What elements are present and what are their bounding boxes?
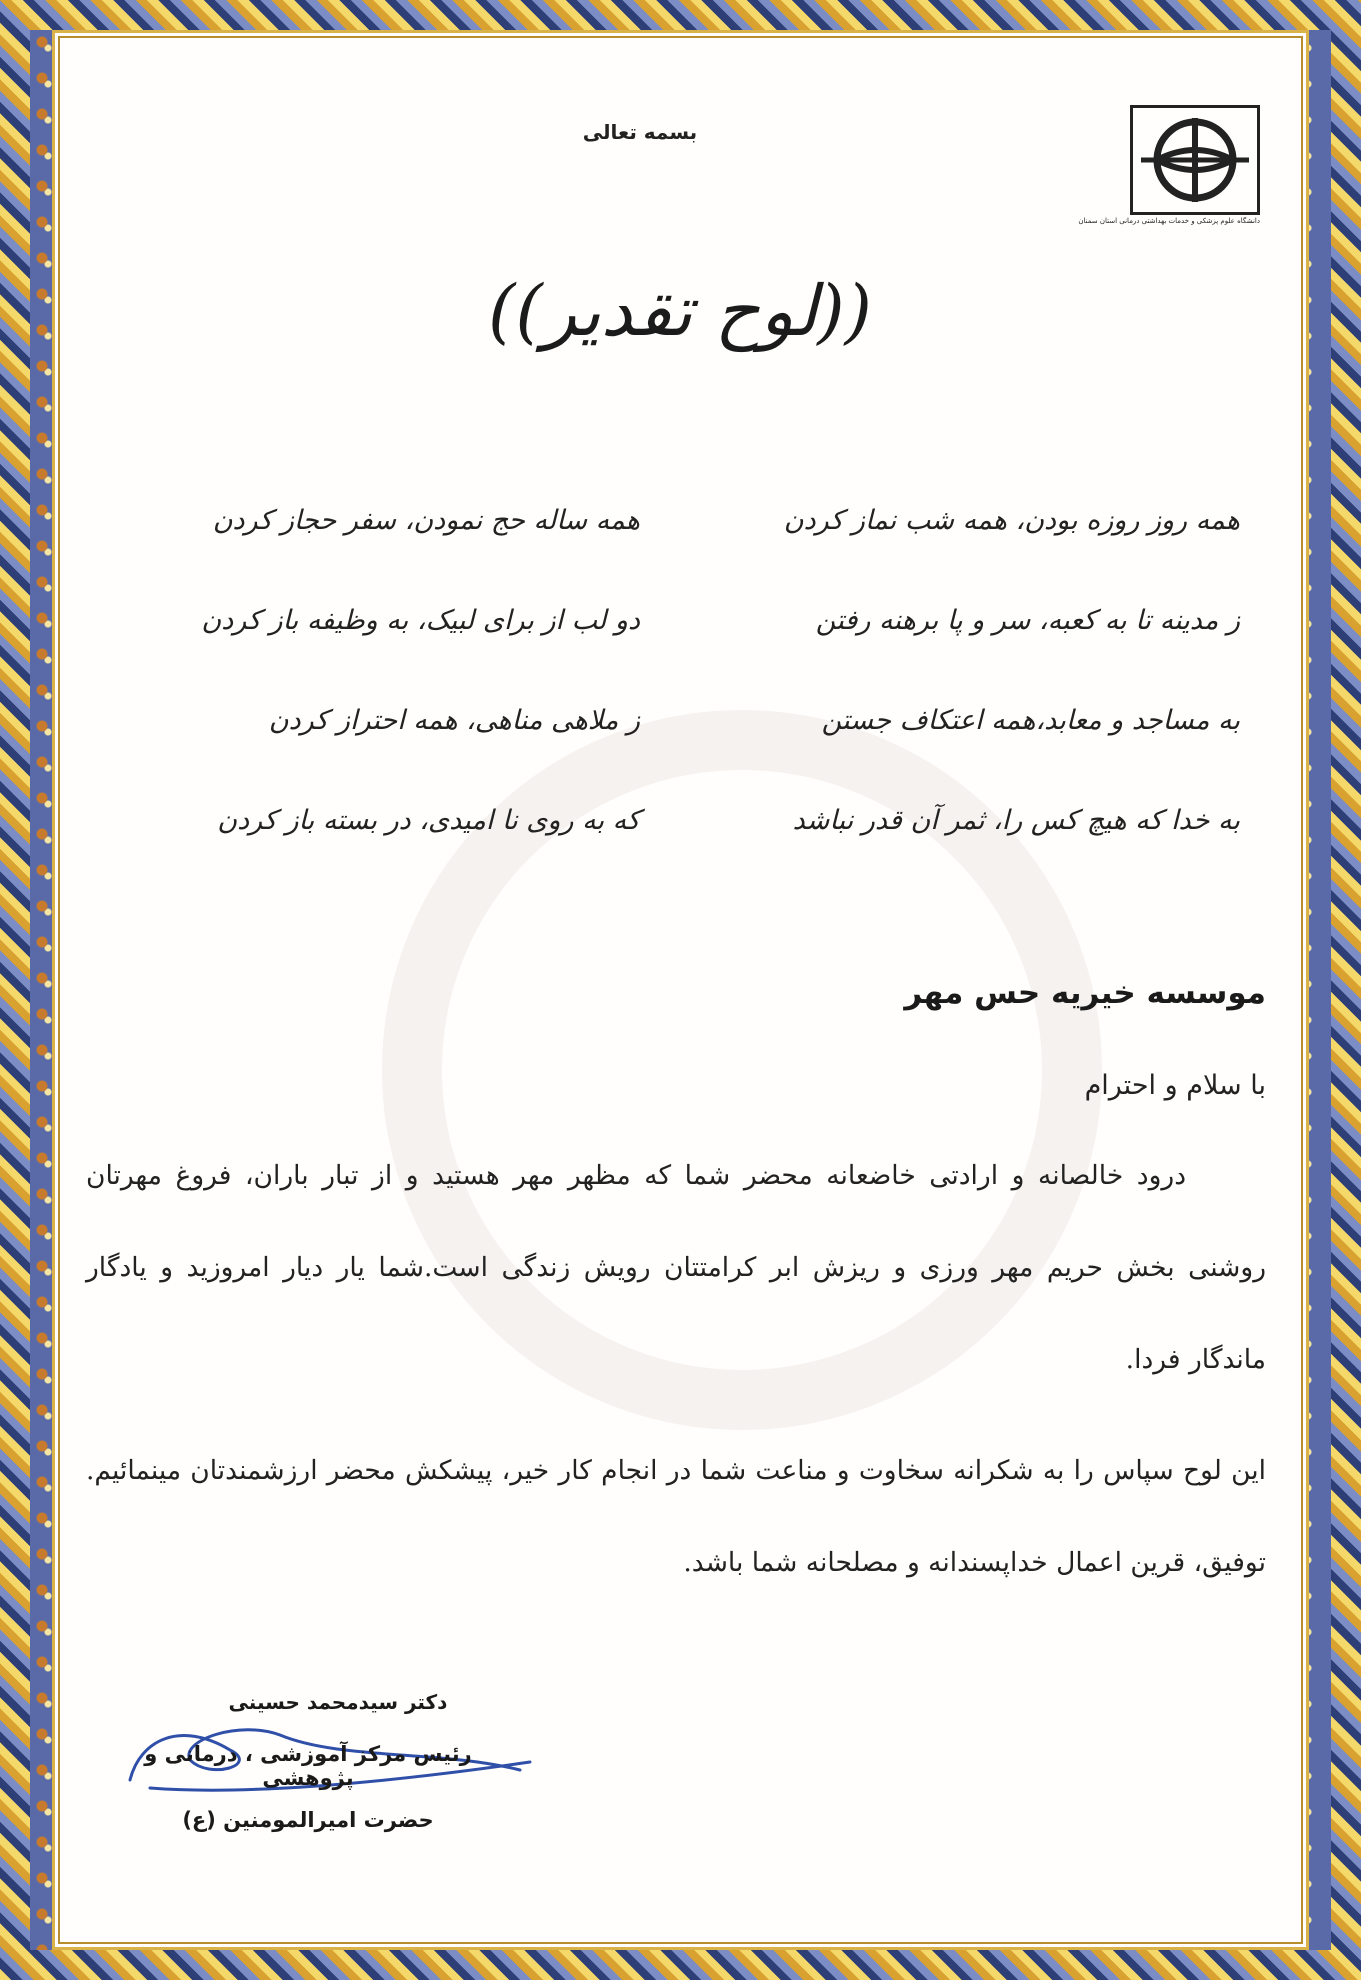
signatory-name: دکتر سیدمحمد حسینی xyxy=(228,1690,448,1714)
recipient-name: موسسه خیریه حس مهر xyxy=(904,975,1266,1011)
university-logo xyxy=(1078,105,1260,230)
logo-caption: دانشگاه علوم پزشکی و خدمات بهداشتی درمانی استان سمنان xyxy=(1078,217,1260,225)
body-paragraph: این لوح سپاس را به شکرانه سخاوت و مناعت شما در انجام کار خیر، پیشکش محضر ارزشمندتان مینمائیم. توفیق، قرین اعمال خداپسندانه و مصلحانه شما باشد. xyxy=(86,1455,1266,1578)
logo-emblem-icon xyxy=(1130,105,1260,215)
verse-row xyxy=(100,705,1260,805)
signatory-organization: حضرت امیرالمومنین (ع) xyxy=(182,1808,434,1832)
verse-left-hemistich: ز ملاهی مناهی، همه احتراز کردن xyxy=(268,705,640,736)
verse-left-hemistich: دو لب از برای لبیک، به وظیفه باز کردن xyxy=(201,605,640,636)
greeting-line: با سلام و احترام xyxy=(1084,1070,1266,1101)
signature-block xyxy=(98,1690,518,1832)
verse-right-hemistich: همه روز روزه بودن، همه شب نماز کردن xyxy=(783,505,1240,536)
body-paragraph: درود خالصانه و ارادتی خاضعانه محضر شما که مظهر مهر هستید و از تبار باران، فروغ مهرتان روشنی بخش حریم مهر ورزی و ریزش ابر کرامتتان رویش زندگی است.شما یار دیار امروزید و یادگار ماندگار فردا. xyxy=(86,1160,1266,1375)
verse-right-hemistich: به مساجد و معابد،همه اعتکاف جستن xyxy=(821,705,1240,736)
verse-right-hemistich: به خدا که هیچ کس را، ثمر آن قدر نباشد xyxy=(792,805,1240,836)
signatory-title: رئیس مرکز آموزشی ، درمانی و پژوهشی xyxy=(144,1742,472,1790)
verse-row xyxy=(100,605,1260,705)
verse-left-hemistich: همه ساله حج نمودن، سفر حجاز کردن xyxy=(212,505,640,536)
verse-row xyxy=(100,805,1260,905)
verse-row xyxy=(100,505,1260,605)
bismillah-heading: بسمه تعالی xyxy=(582,120,698,144)
verse-right-hemistich: ز مدینه تا به کعبه، سر و پا برهنه رفتن xyxy=(815,605,1240,636)
poem-verses xyxy=(100,505,1260,905)
verse-left-hemistich: که به روی نا امیدی، در بسته باز کردن xyxy=(217,805,640,836)
certificate-title: ((لوح تقدیر)) xyxy=(488,270,872,352)
